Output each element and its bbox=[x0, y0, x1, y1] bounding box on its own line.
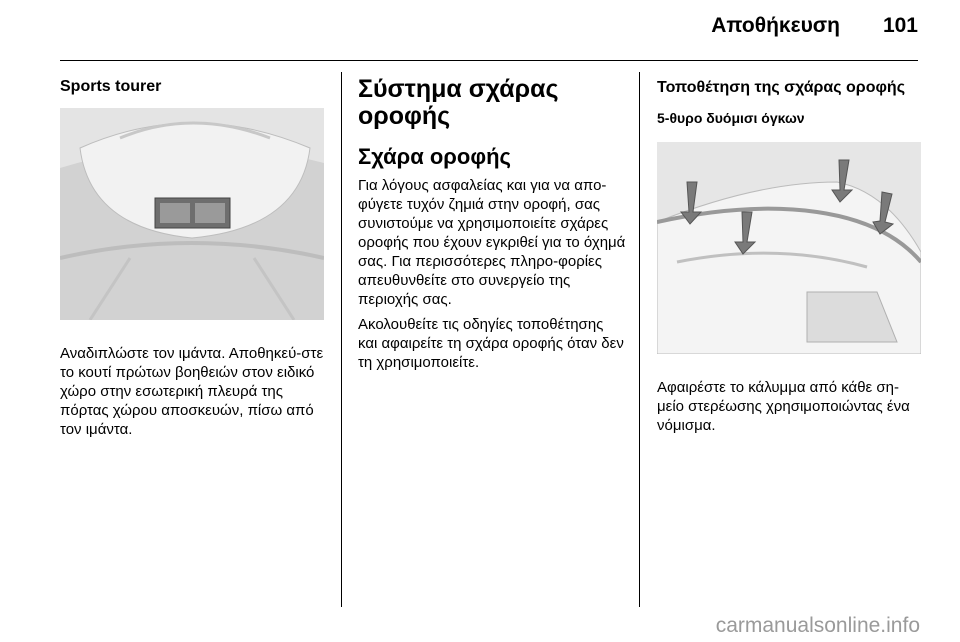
page-header-title: Αποθήκευση bbox=[711, 14, 840, 37]
header-rule bbox=[60, 60, 918, 61]
subsection-heading: 5-θυρο δυόμισι όγκων bbox=[657, 110, 805, 126]
column-1 bbox=[60, 78, 328, 445]
watermark: carmanualsonline.info bbox=[715, 614, 920, 637]
subsection-title: Σχάρα οροφής bbox=[358, 144, 511, 169]
paragraph: Αναδιπλώστε τον ιμάντα. Αποθηκεύ-στε το κουτί πρώτων βοηθειών στον ειδικό χώρο στην εσωτερική πλευρά της πόρτας χώρου αποσκευών, πίσω από τον ιμάντα. bbox=[60, 345, 324, 438]
column-divider-1 bbox=[341, 72, 342, 607]
page-number: 101 bbox=[882, 14, 918, 37]
paragraph: Για λόγους ασφαλείας και για να απο-φύγετε τυχόν ζημιά στην οροφή, σας συνιστούμε να χρησιμοποιείτε σχάρες οροφής που έχουν εγκριθεί για το όχημά σας. Για περισσότερες πληρο-φορίες απευθυνθείτε στο συνεργείο της περιοχής σας. bbox=[358, 177, 626, 308]
trunk-interior-illustration bbox=[60, 108, 324, 320]
section-heading: Τοποθέτηση της σχάρας οροφής bbox=[657, 79, 906, 96]
paragraph: Αφαιρέστε το κάλυμμα από κάθε ση-μείο στερέωσης χρησιμοποιώντας ένα νόμισμα. bbox=[657, 379, 910, 434]
paragraph: Ακολουθείτε τις οδηγίες τοποθέτησης και αφαιρείτε τη σχάρα οροφής όταν δεν τη χρησιμοποιείτε. bbox=[358, 316, 624, 371]
section-heading: Sports tourer bbox=[60, 78, 162, 95]
column-3 bbox=[657, 78, 919, 441]
column-2 bbox=[358, 76, 626, 378]
section-title: Σύστημα σχάρας οροφής bbox=[358, 75, 559, 130]
roof-mounting-points-illustration bbox=[657, 142, 921, 354]
column-divider-2 bbox=[639, 72, 640, 607]
